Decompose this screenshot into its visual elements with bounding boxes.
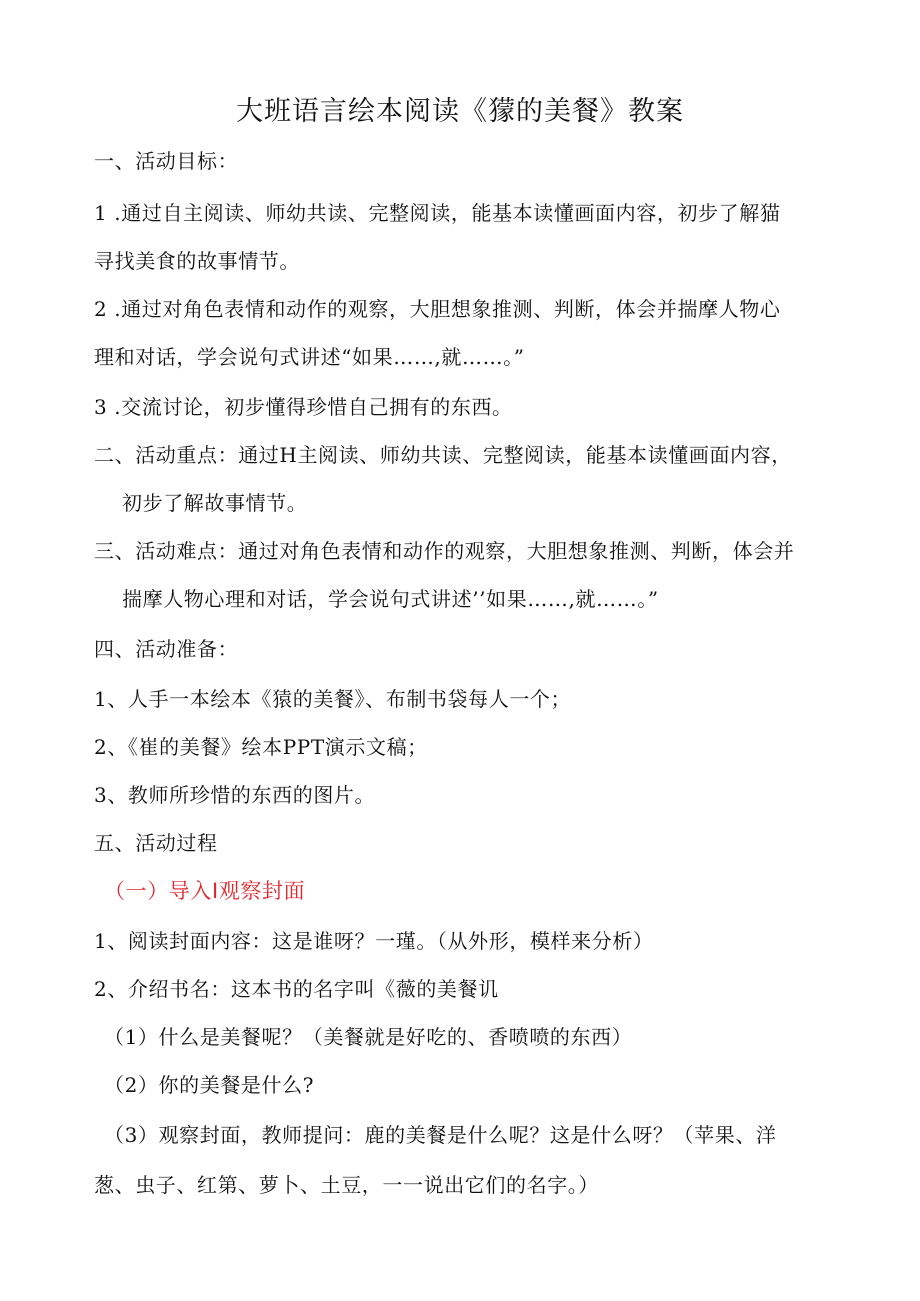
preparation-item-2: 2、《崔的美餐》绘本PPT演示文稿； — [94, 735, 428, 759]
goal-1-line-1: 1 .通过自主阅读、师幼共读、完整阅读，能基本读懂画面内容，初步了解猫 — [94, 201, 781, 225]
process-item-2: 2、介绍书名：这本书的名字叫《薇的美餐讥 — [94, 977, 499, 1001]
section-goals-heading: 一、活动目标： — [94, 149, 239, 173]
goal-3-line: 3 .交流讨论，初步懂得珍惜自己拥有的东西。 — [94, 395, 513, 419]
process-question-3-line-2: 葱、虫子、红第、萝卜、土豆，一一说出它们的名字。） — [94, 1173, 599, 1197]
preparation-item-1: 1、人手一本绘本《猿的美餐》、布制书袋每人一个； — [94, 687, 572, 711]
section-key-points-line-1: 二、活动重点：通过H主阅读、师幼共读、完整阅读，能基本读懂画面内容， — [94, 443, 792, 467]
process-item-1: 1、阅读封面内容：这是谁呀？一瑾。（从外形，模样来分析） — [94, 929, 654, 953]
preparation-item-3: 3、教师所珍惜的东西的图片。 — [94, 783, 376, 807]
process-question-2: （2）你的美餐是什么? — [104, 1073, 315, 1097]
goal-2-line-2: 理和对话，学会说句式讲述“如果……,就……。” — [94, 345, 525, 369]
document-title: 大班语言绘本阅读《獴的美餐》教案 — [236, 96, 684, 127]
section-preparation-heading: 四、活动准备： — [94, 637, 239, 661]
goal-2-line-1: 2 .通过对角色表情和动作的观察，大胆想象推测、判断，体会并揣摩人物心 — [94, 297, 781, 321]
section-process-heading: 五、活动过程 — [94, 831, 218, 855]
section-key-points-line-2: 初步了解故事情节。 — [122, 491, 308, 515]
process-step-1-heading: （一）导入I观察封面 — [104, 879, 306, 903]
goal-1-line-2: 寻找美食的故事情节。 — [94, 249, 300, 273]
process-question-1: （1）什么是美餐呢？（美餐就是好吃的、香喷喷的东西） — [104, 1025, 633, 1049]
section-difficulty-line-1: 三、活动难点：通过对角色表情和动作的观察，大胆想象推测、判断，体会并 — [94, 539, 795, 563]
process-question-3-line-1: （3）观察封面，教师提问：鹿的美餐是什么呢？这是什么呀？（苹果、洋 — [104, 1123, 777, 1147]
section-difficulty-line-2: 揣摩人物心理和对话，学会说句式讲述’’如果……,就……。” — [122, 587, 659, 611]
